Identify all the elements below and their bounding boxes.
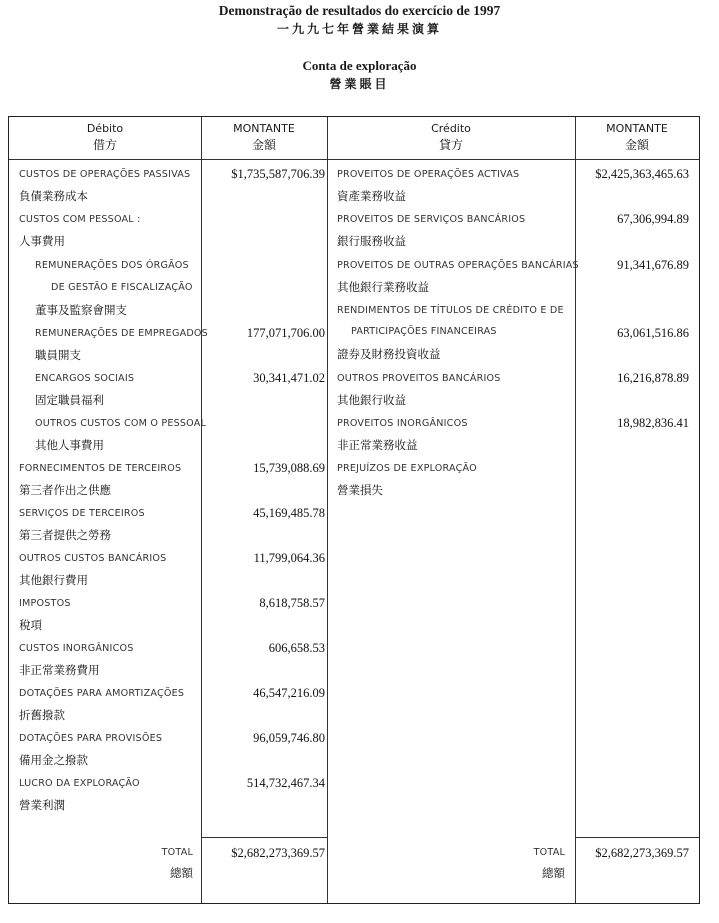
credit-item-label-zh: 非正常業務收益 (337, 438, 418, 452)
debit-item-label-zh: 職員開支 (35, 348, 81, 362)
credit-item-label-pt: PARTICIPAÇÕES FINANCEIRAS (351, 326, 497, 337)
debit-item-label-zh: 其他人事費用 (35, 438, 104, 452)
credit-column-header: Crédito 貸方 (431, 122, 471, 152)
income-statement-table (8, 116, 700, 904)
column-divider (575, 117, 576, 903)
debit-item-label-zh: 第三者提供之勞務 (19, 528, 111, 542)
debit-item-label-zh: 負債業務成本 (19, 189, 88, 203)
debit-item-amount: 11,799,064.36 (253, 551, 325, 565)
credit-total-amount: $2,682,273,369.57 (595, 846, 689, 860)
document-subtitle-pt: Conta de exploração (302, 58, 417, 73)
debit-item-label-pt: DE GESTÃO E FISCALIZAÇÃO (51, 282, 193, 293)
debit-item-label-zh: 非正常業務費用 (19, 663, 100, 677)
credit-item-label-zh: 資產業務收益 (337, 189, 406, 203)
credit-item-amount: 91,341,676.89 (617, 258, 689, 272)
column-divider (201, 117, 202, 903)
debit-item-label-pt: IMPOSTOS (19, 598, 71, 609)
debit-item-amount: 8,618,758.57 (259, 596, 325, 610)
credit-item-label-pt: PROVEITOS DE OUTRAS OPERAÇÕES BANCÁRIAS (337, 260, 579, 271)
debit-item-amount: 15,739,088.69 (253, 461, 325, 475)
debit-item-label-pt: REMUNERAÇÕES DE EMPREGADOS (35, 328, 208, 339)
debit-item-label-pt: OUTROS CUSTOS BANCÁRIOS (19, 553, 167, 564)
debit-item-label-zh: 其他銀行費用 (19, 573, 88, 587)
debit-item-label-zh: 董事及監察會開支 (35, 303, 127, 317)
credit-item-label-zh: 其他銀行收益 (337, 393, 406, 407)
credit-item-amount: 63,061,516.86 (617, 326, 689, 340)
debit-item-label-zh: 人事費用 (19, 234, 65, 248)
total-label-zh: 總額 (170, 866, 193, 880)
credit-item-label-pt: PREJUÍZOS DE EXPLORAÇÃO (337, 463, 477, 474)
total-label-zh: 總額 (542, 866, 565, 880)
debit-item-label-pt: CUSTOS INORGÂNICOS (19, 643, 134, 654)
credit-item-label-zh: 銀行服務收益 (337, 234, 406, 248)
debit-total-amount: $2,682,273,369.57 (231, 846, 325, 860)
debit-item-label-zh: 稅項 (19, 618, 42, 632)
credit-item-label-zh: 營業損失 (337, 483, 383, 497)
credit-item-label-pt: OUTROS PROVEITOS BANCÁRIOS (337, 373, 501, 384)
column-divider (327, 117, 328, 903)
debit-item-label-pt: LUCRO DA EXPLORAÇÃO (19, 778, 140, 789)
total-label-pt: TOTAL (161, 847, 193, 858)
credit-item-amount: 16,216,878.89 (617, 371, 689, 385)
debit-item-label-pt: FORNECIMENTOS DE TERCEIROS (19, 463, 182, 474)
debit-item-label-pt: CUSTOS DE OPERAÇÕES PASSIVAS (19, 169, 191, 180)
debit-item-label-pt: OUTROS CUSTOS COM O PESSOAL (35, 418, 207, 429)
credit-item-amount: 67,306,994.89 (617, 212, 689, 226)
debit-item-label-zh: 備用金之撥款 (19, 753, 88, 767)
debit-item-amount: 45,169,485.78 (253, 506, 325, 520)
document-title-zh: 一九九七年營業結果演算 (276, 22, 442, 36)
amount-column-header-left: MONTANTE 金額 (233, 122, 295, 152)
credit-item-amount: $2,425,363,465.63 (595, 167, 689, 181)
credit-item-label-zh: 其他銀行業務收益 (337, 280, 429, 294)
debit-item-label-zh: 固定職員福利 (35, 393, 104, 407)
debit-item-label-pt: CUSTOS COM PESSOAL : (19, 214, 141, 225)
credit-item-label-pt: PROVEITOS INORGÂNICOS (337, 418, 468, 429)
debit-item-amount: 606,658.53 (268, 641, 325, 655)
debit-item-label-zh: 折舊撥款 (19, 708, 65, 722)
total-label-pt: TOTAL (533, 847, 565, 858)
debit-item-amount: $1,735,587,706.39 (231, 167, 325, 181)
header-divider (9, 159, 699, 160)
total-line-credit (575, 837, 699, 838)
debit-item-amount: 514,732,467.34 (246, 776, 325, 790)
debit-item-amount: 46,547,216.09 (253, 686, 325, 700)
debit-item-label-pt: ENCARGOS SOCIAIS (35, 373, 135, 384)
document-title-pt: Demonstração de resultados do exercício de 1997 (218, 3, 501, 18)
debit-item-amount: 96,059,746.80 (253, 731, 325, 745)
debit-item-label-pt: REMUNERAÇÕES DOS ÓRGÃOS (35, 260, 189, 271)
debit-item-amount: 177,071,706.00 (246, 326, 325, 340)
debit-item-label-zh: 營業利潤 (19, 798, 65, 812)
credit-item-label-pt: PROVEITOS DE SERVIÇOS BANCÁRIOS (337, 214, 526, 225)
document-subtitle-zh: 營業賬目 (329, 77, 390, 91)
amount-column-header-right: MONTANTE 金額 (606, 122, 668, 152)
credit-item-amount: 18,982,836.41 (617, 416, 689, 430)
credit-item-label-zh: 證券及財務投資收益 (337, 347, 441, 361)
debit-column-header: Débito 借方 (86, 122, 124, 152)
debit-item-label-pt: DOTAÇÕES PARA PROVISÕES (19, 733, 163, 744)
debit-item-label-pt: DOTAÇÕES PARA AMORTIZAÇÕES (19, 688, 185, 699)
debit-item-amount: 30,341,471.02 (253, 371, 325, 385)
credit-item-label-pt: RENDIMENTOS DE TÍTULOS DE CRÉDITO E DE (337, 305, 564, 316)
credit-item-label-pt: PROVEITOS DE OPERAÇÕES ACTIVAS (337, 169, 520, 180)
debit-item-label-zh: 第三者作出之供應 (19, 483, 111, 497)
total-line-debit (201, 837, 327, 838)
debit-item-label-pt: SERVIÇOS DE TERCEIROS (19, 508, 145, 519)
